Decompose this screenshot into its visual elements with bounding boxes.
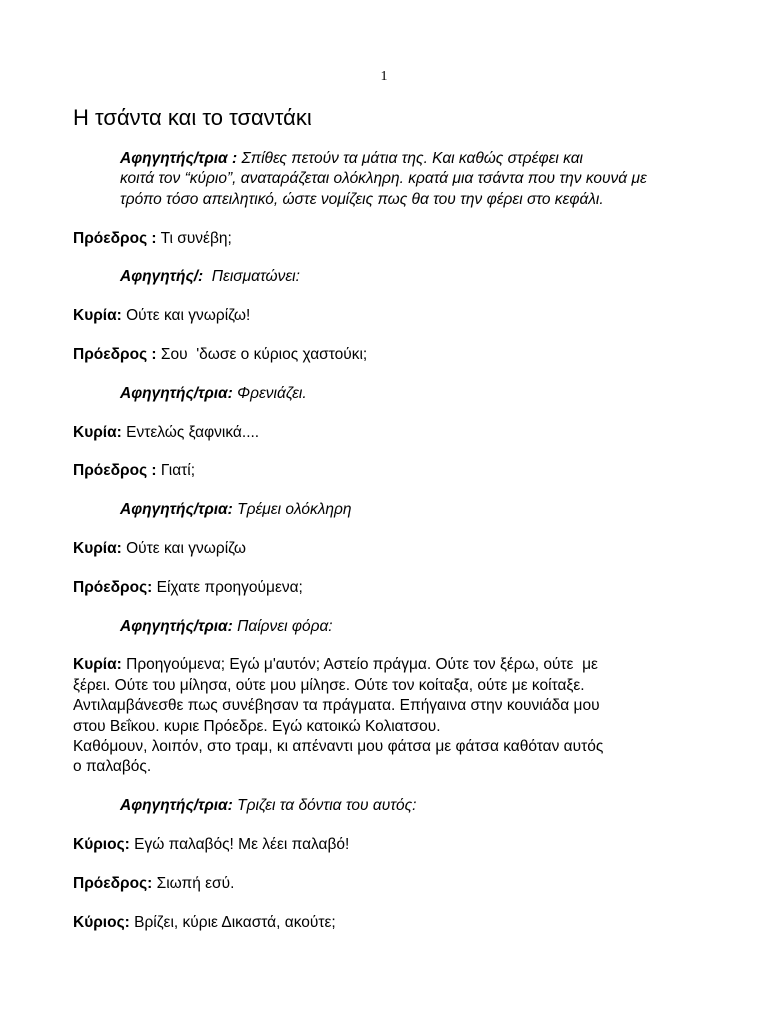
text-line: Αντιλαμβάνεσθε πως συνέβησαν τα πράγματα. Επήγαινα στην κουνιάδα μου (73, 697, 600, 715)
narrator-paragraph (73, 617, 713, 637)
speaker-label: Αφηγητής/τρια: (120, 501, 233, 519)
speaker-label: Αφηγητής/τρια: (120, 617, 233, 635)
speaker-label: Πρόεδρος: (73, 578, 153, 596)
narrator-paragraph (73, 500, 713, 520)
speaker-label: Αφηγητής/: (120, 268, 204, 286)
text-line: τρόπο τόσο απειλητικό, ώστε νομίζεις πως θα του την φέρει στο κεφάλι. (120, 190, 604, 208)
paragraph-text: Πεισματώνει: (207, 268, 300, 286)
speaker-label: Πρόεδρος : (73, 462, 157, 480)
paragraph-text: Είχατε προηγούμενα; (156, 578, 303, 596)
speaker-label: Πρόεδρος : (73, 346, 157, 363)
paragraph-text: Εγώ παλαβός! Με λέει παλαβό! (134, 836, 350, 853)
dialogue-paragraph (73, 578, 713, 598)
document-title: Η τσάντα και το τσαντάκι (73, 105, 312, 130)
dialogue-paragraph (73, 345, 713, 365)
paragraph-text: Βρίζει, κύριε Δικαστά, ακούτε; (134, 913, 336, 931)
narrator-paragraph (73, 149, 713, 210)
dialogue-paragraph (73, 655, 713, 777)
speaker-label: Αφηγητής/τρια: (120, 797, 233, 815)
paragraph-text: Τι συνέβη; (160, 229, 232, 247)
paragraph-text: Τριζει τα δόντια του αυτός: (237, 797, 417, 815)
paragraph-text: Παίρνει φόρα: (237, 617, 333, 635)
text-line: Σπίθες πετούν τα μάτια της. Και καθώς στρέφει και (241, 150, 583, 167)
speaker-label: Κυρία: (73, 656, 122, 674)
dialogue-paragraph (73, 306, 713, 326)
paragraph-text: Σιωπή εσύ. (156, 874, 235, 892)
dialogue-paragraph (73, 461, 713, 481)
paragraph-text: Ούτε και γνωρίζω! (126, 307, 251, 325)
speaker-label: Κυρία: (73, 539, 122, 557)
document-body (73, 149, 713, 951)
text-line: στου Βεΐκου. κυριε Πρόεδρε. Εγώ κατοικώ Κολιατσου. (73, 717, 441, 735)
paragraph-text: Εντελώς ξαφνικά.... (126, 423, 260, 441)
paragraph-text: Ούτε και γνωρίζω (126, 539, 247, 557)
speaker-label: Πρόεδρος: (73, 874, 153, 892)
speaker-label: Αφηγητής/τρια : (120, 150, 238, 167)
speaker-label: Κυρία: (73, 423, 122, 441)
text-line: Προηγούμενα; Εγώ μ'αυτόν; Αστείο πράγμα. Ούτε τον ξέρω, ούτε με (126, 656, 598, 674)
page-number: 1 (380, 69, 388, 84)
text-line: κοιτά τον “κύριο”, αναταράζεται ολόκληρη. κρατά μια τσάντα που την κουνά με (120, 170, 647, 188)
speaker-label: Κύριος: (73, 836, 130, 853)
narrator-paragraph (73, 267, 713, 287)
narrator-paragraph (73, 384, 713, 404)
paragraph-text: Φρενιάζει. (237, 384, 307, 402)
dialogue-paragraph (73, 229, 713, 249)
speaker-label: Κυρία: (73, 307, 122, 325)
text-line: ξέρει. Ούτε του μίλησα, ούτε μου μίλησε. Ούτε τον κοίταξα, ούτε με κοίταξε. (73, 676, 585, 694)
speaker-label: Κύριος: (73, 913, 130, 931)
narrator-paragraph (73, 796, 713, 816)
dialogue-paragraph (73, 423, 713, 443)
paragraph-text: Γιατί; (160, 462, 196, 480)
paragraph-text: Τρέμει ολόκληρη (237, 501, 352, 519)
text-line: Καθόμουν, λοιπόν, στο τραμ, κι απέναντι μου φάτσα με φάτσα καθόταν αυτός (73, 738, 604, 755)
speaker-label: Πρόεδρος : (73, 229, 157, 247)
dialogue-paragraph (73, 913, 713, 933)
paragraph-text: Σου 'δωσε ο κύριος χαστούκι; (160, 346, 368, 363)
dialogue-paragraph (73, 539, 713, 559)
dialogue-paragraph (73, 874, 713, 894)
speaker-label: Αφηγητής/τρια: (120, 384, 233, 402)
dialogue-paragraph (73, 835, 713, 855)
text-line: ο παλαβός. (73, 758, 152, 776)
